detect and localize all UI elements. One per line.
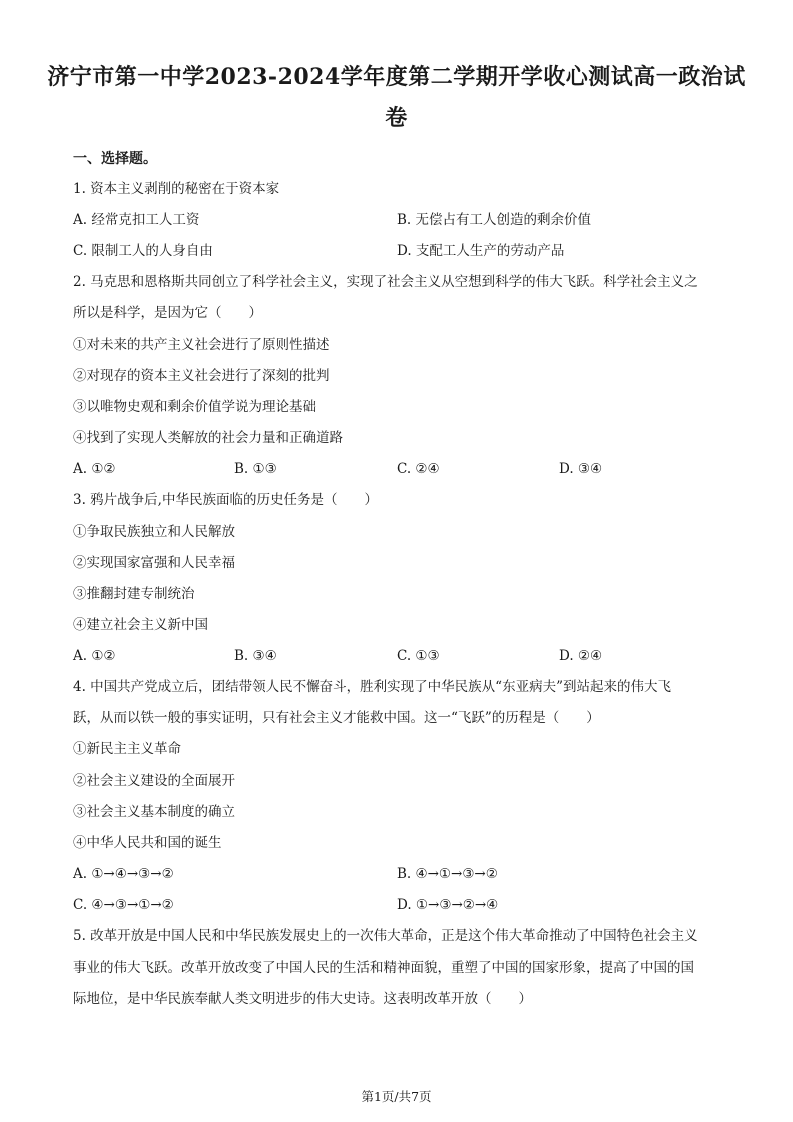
question-4-option-b: B. ④→①→③→②	[397, 866, 498, 882]
question-5-stem: 5. 改革开放是中国人民和中华民族发展史上的一次伟大革命，正是这个伟大革命推动了中国特色社会主义	[73, 928, 698, 944]
question-2-statement-3: ③以唯物史观和剩余价值学说为理论基础	[73, 399, 316, 415]
question-1-option-d: D. 支配工人生产的劳动产品	[397, 243, 565, 259]
question-2-stem-continued: 所以是科学，是因为它（ ）	[73, 305, 262, 321]
question-4-option-a: A. ①→④→③→②	[73, 866, 174, 882]
question-4-stem-continued: 跃，从而以铁一般的事实证明，只有社会主义才能救中国。这一“飞跃”的历程是（ ）	[73, 710, 600, 726]
question-2-statement-1: ①对未来的共产主义社会进行了原则性描述	[73, 337, 330, 353]
question-1-option-c: C. 限制工人的人身自由	[73, 243, 213, 259]
question-2-option-b: B. ①③	[234, 461, 277, 477]
question-5-stem-continued: 事业的伟大飞跃。改革开放改变了中国人民的生活和精神面貌，重塑了中国的国家形象，提高了中国的国	[73, 960, 694, 976]
question-3-option-b: B. ③④	[234, 648, 277, 664]
page-title-continued: 卷	[385, 105, 408, 131]
page-number-footer: 第1页/共7页	[361, 1089, 432, 1104]
question-4-statement-3: ③社会主义基本制度的确立	[73, 804, 235, 820]
question-5-stem-continued-2: 际地位，是中华民族奉献人类文明进步的伟大史诗。这表明改革开放（ ）	[73, 991, 532, 1007]
question-4-statement-1: ①新民主主义革命	[73, 741, 181, 757]
question-3-statement-2: ②实现国家富强和人民幸福	[73, 555, 235, 571]
question-2-stem: 2. 马克思和恩格斯共同创立了科学社会主义，实现了社会主义从空想到科学的伟大飞跃。科学社会主义之	[73, 274, 698, 290]
section-heading: 一、选择题。	[73, 151, 157, 167]
question-3-option-c: C. ①③	[397, 648, 440, 664]
page-title: 济宁市第一中学2023-2024学年度第二学期开学收心测试高一政治试	[47, 64, 746, 90]
question-1-stem: 1. 资本主义剥削的秘密在于资本家	[73, 181, 280, 197]
question-4-stem: 4. 中国共产党成立后，团结带领人民不懈奋斗，胜利实现了中华民族从“东亚病夫”到站起来的伟大飞	[73, 679, 671, 695]
question-2-option-d: D. ③④	[559, 461, 603, 477]
question-1-option-b: B. 无偿占有工人创造的剩余价值	[397, 212, 592, 228]
question-3-option-d: D. ②④	[559, 648, 603, 664]
question-4-option-c: C. ④→③→①→②	[73, 897, 174, 913]
question-2-statement-2: ②对现存的资本主义社会进行了深刻的批判	[73, 368, 330, 384]
question-4-statement-2: ②社会主义建设的全面展开	[73, 773, 235, 789]
question-3-stem: 3. 鸦片战争后,中华民族面临的历史任务是（ ）	[73, 492, 378, 508]
question-3-statement-3: ③推翻封建专制统治	[73, 586, 195, 602]
question-2-option-a: A. ①②	[73, 461, 116, 477]
question-2-option-c: C. ②④	[397, 461, 440, 477]
question-3-statement-4: ④建立社会主义新中国	[73, 617, 208, 633]
question-4-option-d: D. ①→③→②→④	[397, 897, 499, 913]
question-1-option-a: A. 经常克扣工人工资	[73, 212, 200, 228]
question-4-statement-4: ④中华人民共和国的诞生	[73, 835, 222, 851]
question-2-statement-4: ④找到了实现人类解放的社会力量和正确道路	[73, 430, 343, 446]
question-3-option-a: A. ①②	[73, 648, 116, 664]
question-3-statement-1: ①争取民族独立和人民解放	[73, 524, 235, 540]
